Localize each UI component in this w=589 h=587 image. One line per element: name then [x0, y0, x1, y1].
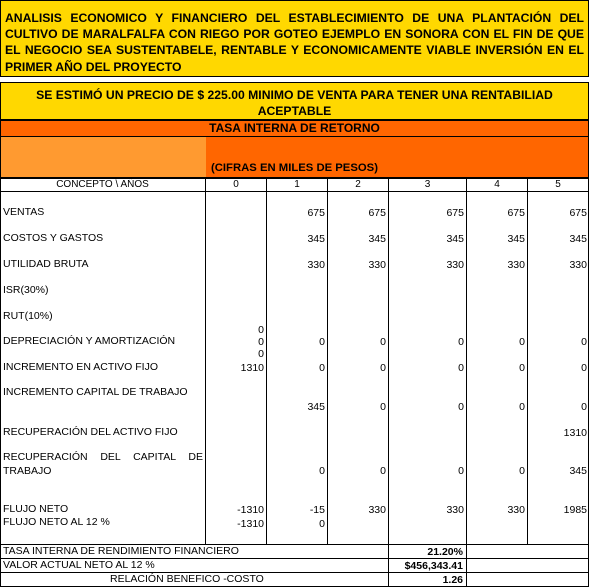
cell-value: 675: [446, 207, 464, 219]
units-band-left-cell: [1, 137, 206, 177]
column-header-year: 0: [233, 179, 239, 190]
tir-title: TASA INTERNA DE RETORNO: [0, 120, 589, 137]
cell-value: 0: [458, 465, 464, 477]
summary-label-van: VALOR ACTUAL NETO AL 12 %: [3, 559, 155, 571]
cell-value: 345: [569, 233, 587, 245]
cell-value: 330: [569, 259, 587, 271]
row-label-incremento-activo: INCREMENTO EN ACTIVO FIJO: [3, 361, 158, 373]
cell-value: 345: [368, 233, 386, 245]
cell-value: 1310: [240, 362, 264, 374]
row-label-rut: RUT(10%): [3, 310, 53, 322]
cell-value: 330: [368, 504, 386, 516]
cell-value: 0: [319, 336, 325, 348]
cell-value: 675: [368, 207, 386, 219]
summary-value-bc: 1.26: [442, 574, 463, 586]
column-header-year: 4: [494, 179, 500, 190]
analysis-title: ANALISIS ECONOMICO Y FINANCIERO DEL ESTABLECIMIENTO DE UNA PLANTACIÓN DEL CULTIVO DE MARALFALFA CON RIEGO POR GOTEO EJEMPLO EN SONORA CON EL FIN DE QUE EL NEGOCIO SEA SUSTENTABELE, RENTABLE Y ECONOMICAMENTE VIABLE INVERSIÓN EN EL PRIMER AÑO DEL PROYECTO: [0, 0, 589, 77]
cell-value: 0: [519, 336, 525, 348]
row-label-incremento-capital: INCREMENTO CAPITAL DE TRABAJO: [3, 386, 188, 398]
column-header-year: 1: [294, 179, 300, 190]
cell-value: 0: [581, 336, 587, 348]
cell-value: 0: [458, 336, 464, 348]
cell-value: 345: [569, 465, 587, 477]
cell-value: 0: [319, 465, 325, 477]
grid-line: [0, 178, 1, 587]
cell-value: 0: [319, 362, 325, 374]
cell-value: 330: [307, 259, 325, 271]
cash-flow-table: [0, 178, 589, 587]
summary-label-bc: RELACIÓN BENEFICO -COSTO: [110, 573, 264, 585]
cell-value: 0: [519, 401, 525, 413]
summary-value-van: $456,343.41: [404, 560, 463, 572]
cell-value: 330: [446, 504, 464, 516]
cell-value: 330: [507, 259, 525, 271]
cell-value: 345: [307, 233, 325, 245]
cell-value: 0: [258, 324, 264, 336]
cell-value: -1310: [237, 504, 264, 516]
column-header-concept: CONCEPTO \ AÑOS: [56, 179, 149, 190]
row-label-recuperacion-capital: RECUPERACIÓN DEL CAPITAL DE TRABAJO: [3, 451, 203, 477]
cell-value: 1985: [563, 504, 587, 516]
cell-value: 0: [458, 401, 464, 413]
column-header-year: 2: [355, 179, 361, 190]
cell-value: 330: [446, 259, 464, 271]
cell-value: 0: [380, 401, 386, 413]
row-label-isr: ISR(30%): [3, 284, 49, 296]
cell-value: 0: [380, 465, 386, 477]
row-label-utilidad: UTILIDAD BRUTA: [3, 258, 89, 270]
cell-value: -15: [309, 504, 325, 516]
price-note: SE ESTIMÓ UN PRECIO DE $ 225.00 MINIMO DE VENTA PARA TENER UNA RENTABILIAD ACEPTABLE: [0, 82, 589, 120]
cell-value: 0: [458, 362, 464, 374]
cell-value: 345: [446, 233, 464, 245]
cell-value: 0: [258, 348, 264, 360]
cell-value: 675: [307, 207, 325, 219]
column-header-year: 5: [555, 179, 561, 190]
cell-value: 345: [507, 233, 525, 245]
row-label-costos: COSTOS Y GASTOS: [3, 232, 104, 244]
column-header-year: 3: [424, 179, 431, 190]
cell-value: 0: [581, 401, 587, 413]
row-label-flujo-neto-12: FLUJO NETO AL 12 %: [3, 516, 110, 528]
cell-value: 330: [507, 504, 525, 516]
cell-value: 345: [307, 401, 325, 413]
grid-line: [205, 178, 206, 544]
cell-value: 330: [368, 259, 386, 271]
cell-value: 675: [507, 207, 525, 219]
row-label-recuperacion-activo: RECUPERACIÓN DEL ACTIVO FIJO: [3, 426, 178, 438]
units-band: [0, 137, 589, 178]
row-label-depreciacion: DEPRECIACIÓN Y AMORTIZACIÓN: [3, 335, 176, 347]
cell-value: 0: [380, 362, 386, 374]
row-label-ventas: VENTAS: [3, 206, 45, 218]
cell-value: 0: [319, 518, 325, 530]
cell-value: 1310: [563, 427, 587, 439]
cell-value: 0: [380, 336, 386, 348]
grid-line: [0, 191, 589, 192]
cell-value: -1310: [237, 518, 264, 530]
summary-label-tir: TASA INTERNA DE RENDIMIENTO FINANCIERO: [3, 545, 239, 557]
summary-value-tir: 21.20%: [427, 546, 463, 558]
cell-value: 0: [581, 362, 587, 374]
cell-value: 0: [258, 336, 264, 348]
cell-value: 675: [569, 207, 587, 219]
cell-value: 0: [519, 465, 525, 477]
units-note: (CIFRAS EN MILES DE PESOS): [211, 162, 378, 174]
row-label-flujo-neto: FLUJO NETO: [3, 503, 69, 515]
cell-value: 0: [519, 362, 525, 374]
